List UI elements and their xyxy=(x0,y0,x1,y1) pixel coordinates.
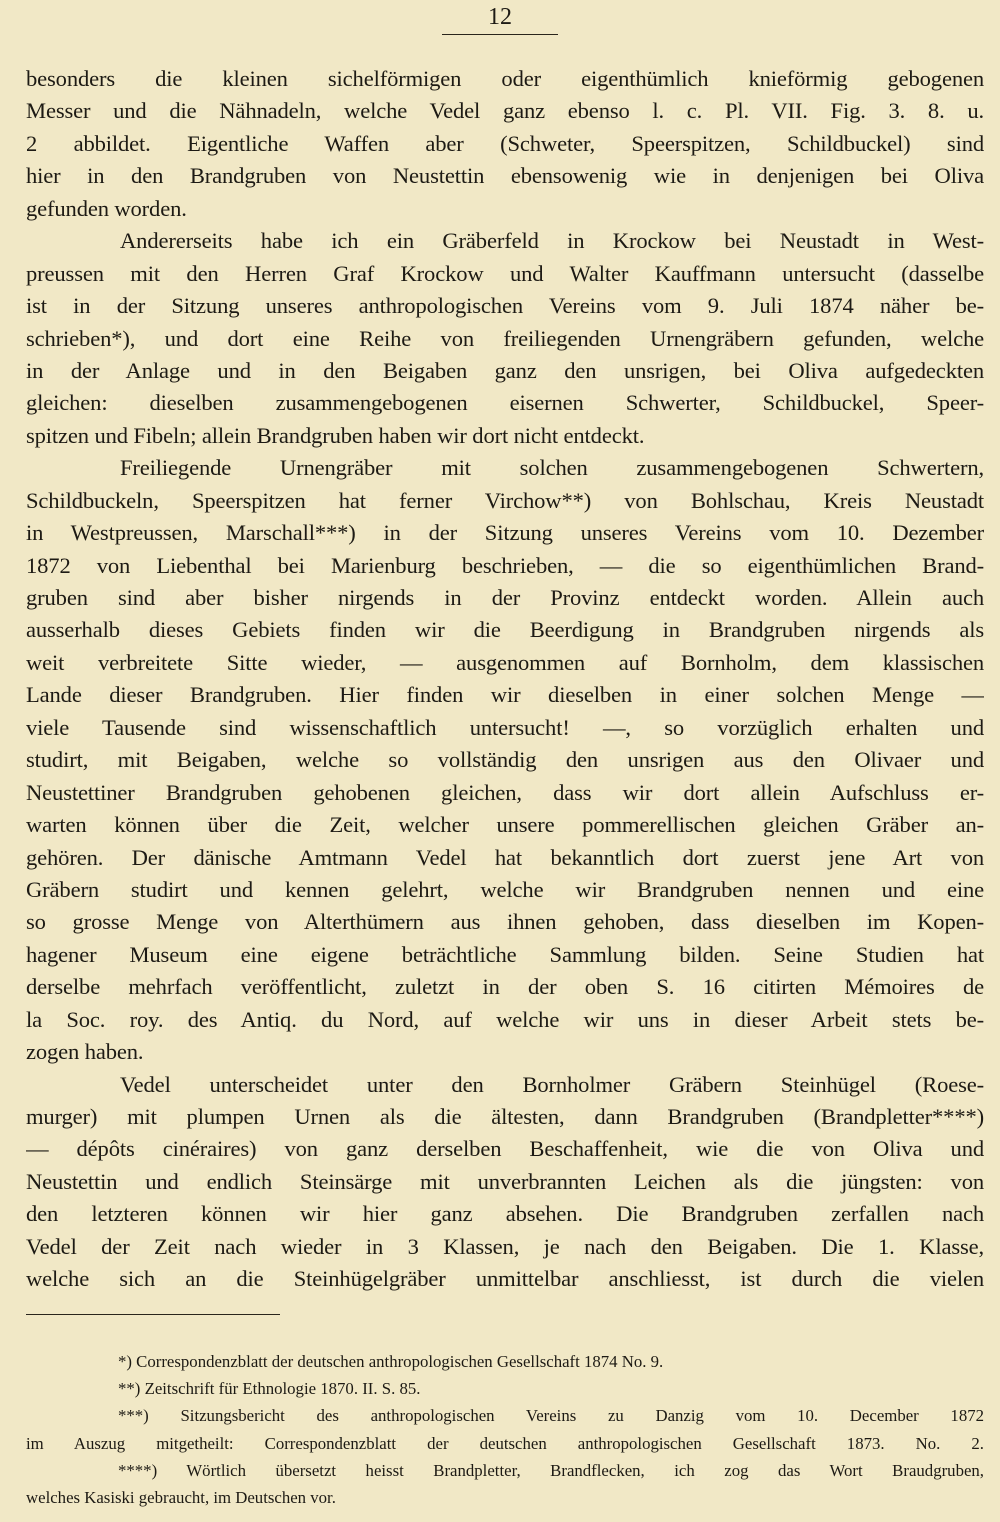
footnotes xyxy=(26,1348,984,1511)
footnote-line: im Auszug mitgetheilt: Correspondenzblatt der deutschen anthropologischen Gesellschaft 1873. No. 2. xyxy=(26,1433,984,1453)
body-line: gleichen: dieselben zusammengebogenen eisernen Schwerter, Schildbuckel, Speer- xyxy=(26,390,984,416)
page-number: 12 xyxy=(488,4,512,30)
body-line: schrieben*), und dort eine Reihe von freiliegenden Urnengräbern gefunden, welche xyxy=(26,325,984,351)
body-line: zogen haben. xyxy=(26,1039,144,1065)
body-line: 1872 von Liebenthal bei Marienburg beschrieben, — die so eigenthümlichen Brand- xyxy=(26,552,984,578)
body-line: gehören. Der dänische Amtmann Vedel hat bekanntlich dort zuerst jene Art von xyxy=(26,844,984,870)
body-line: murger) mit plumpen Urnen als die ältesten, dann Brandgruben (Brandpletter****) xyxy=(26,1104,984,1129)
footnote-line: ****) Wörtlich übersetzt heisst Brandpletter, Brandflecken, ich zog das Wort Braudgruben, xyxy=(118,1460,984,1480)
header-rule xyxy=(442,34,558,35)
footnote-line: **) Zeitschrift für Ethnologie 1870. II. S. 85. xyxy=(118,1379,421,1399)
body-text xyxy=(26,63,984,1296)
body-line: gruben sind aber bisher nirgends in der Provinz entdeckt worden. Allein auch xyxy=(26,585,984,610)
body-line: ausserhalb dieses Gebiets finden wir die Beerdigung in Brandgruben nirgends als xyxy=(26,617,984,643)
body-line: Gräbern studirt und kennen gelehrt, welche wir Brandgruben nennen und eine xyxy=(26,876,984,902)
body-line: so grosse Menge von Alterthümern aus ihnen gehoben, dass dieselben im Kopen- xyxy=(26,909,984,935)
body-line: in der Anlage und in den Beigaben ganz den unsrigen, bei Oliva aufgedeckten xyxy=(26,357,984,383)
body-line: derselbe mehrfach veröffentlicht, zuletzt in der oben S. 16 citirten Mémoires de xyxy=(26,974,984,1000)
body-line: Vedel der Zeit nach wieder in 3 Klassen, je nach den Beigaben. Die 1. Klasse, xyxy=(26,1233,984,1259)
body-line: viele Tausende sind wissenschaftlich untersucht! —, so vorzüglich erhalten und xyxy=(26,714,984,740)
body-line: spitzen und Fibeln; allein Brandgruben haben wir dort nicht entdeckt. xyxy=(26,422,645,448)
body-line: hier in den Brandgruben von Neustettin ebensowenig wie in denjenigen bei Oliva xyxy=(26,163,984,189)
body-line: warten können über die Zeit, welcher unsere pommerellischen gleichen Gräber an- xyxy=(26,812,984,838)
footnote-line: welches Kasiski gebraucht, im Deutschen vor. xyxy=(26,1487,336,1507)
body-line: besonders die kleinen sichelförmigen oder eigenthümlich knieförmig gebogenen xyxy=(26,66,984,91)
body-line: Vedel unterscheidet unter den Bornholmer Gräbern Steinhügel (Roese- xyxy=(120,1071,984,1097)
body-line: den letzteren können wir hier ganz absehen. Die Brandgruben zerfallen nach xyxy=(26,1201,984,1227)
body-line: Messer und die Nähnadeln, welche Vedel ganz ebenso l. c. Pl. VII. Fig. 3. 8. u. xyxy=(26,98,984,124)
footnote-line: ***) Sitzungsbericht des anthropologischen Vereins zu Danzig vom 10. December 1872 xyxy=(118,1406,984,1426)
body-line: Neustettiner Brandgruben gehobenen gleichen, dass wir dort allein Aufschluss er- xyxy=(26,779,984,805)
body-line: la Soc. roy. des Antiq. du Nord, auf welche wir uns in dieser Arbeit stets be- xyxy=(26,1006,984,1032)
footnote-separator xyxy=(26,1314,280,1315)
body-line: welche sich an die Steinhügelgräber unmittelbar anschliesst, ist durch die vielen xyxy=(26,1266,984,1292)
body-line: weit verbreitete Sitte wieder, — ausgenommen auf Bornholm, dem klassischen xyxy=(26,649,984,675)
body-line: gefunden worden. xyxy=(26,195,187,221)
body-line: studirt, mit Beigaben, welche so vollständig den unsrigen aus den Olivaer und xyxy=(26,747,984,773)
body-line: Schildbuckeln, Speerspitzen hat ferner Virchow**) von Bohlschau, Kreis Neustadt xyxy=(26,487,984,513)
body-line: Neustettin und endlich Steinsärge mit unverbrannten Leichen als die jüngsten: von xyxy=(26,1168,984,1194)
footnote-line: *) Correspondenzblatt der deutschen anthropologischen Gesellschaft 1874 No. 9. xyxy=(118,1352,664,1371)
body-line: — dépôts cinéraires) von ganz derselben Beschaffenheit, wie die von Oliva und xyxy=(26,1136,984,1162)
body-line: hagener Museum eine eigene beträchtliche Sammlung bilden. Seine Studien hat xyxy=(26,941,984,967)
body-line: Lande dieser Brandgruben. Hier finden wir dieselben in einer solchen Menge — xyxy=(26,682,984,708)
body-line: Freiliegende Urnengräber mit solchen zusammengebogenen Schwertern, xyxy=(120,455,984,481)
body-line: in Westpreussen, Marschall***) in der Sitzung unseres Vereins vom 10. Dezember xyxy=(26,520,984,546)
body-line: preussen mit den Herren Graf Krockow und Walter Kauffmann untersucht (dasselbe xyxy=(26,260,984,286)
body-line: Andererseits habe ich ein Gräberfeld in Krockow bei Neustadt in West- xyxy=(120,228,984,254)
body-line: 2 abbildet. Eigentliche Waffen aber (Schweter, Speerspitzen, Schildbuckel) sind xyxy=(26,130,984,156)
body-line: ist in der Sitzung unseres anthropologischen Vereins vom 9. Juli 1874 näher be- xyxy=(26,293,984,319)
